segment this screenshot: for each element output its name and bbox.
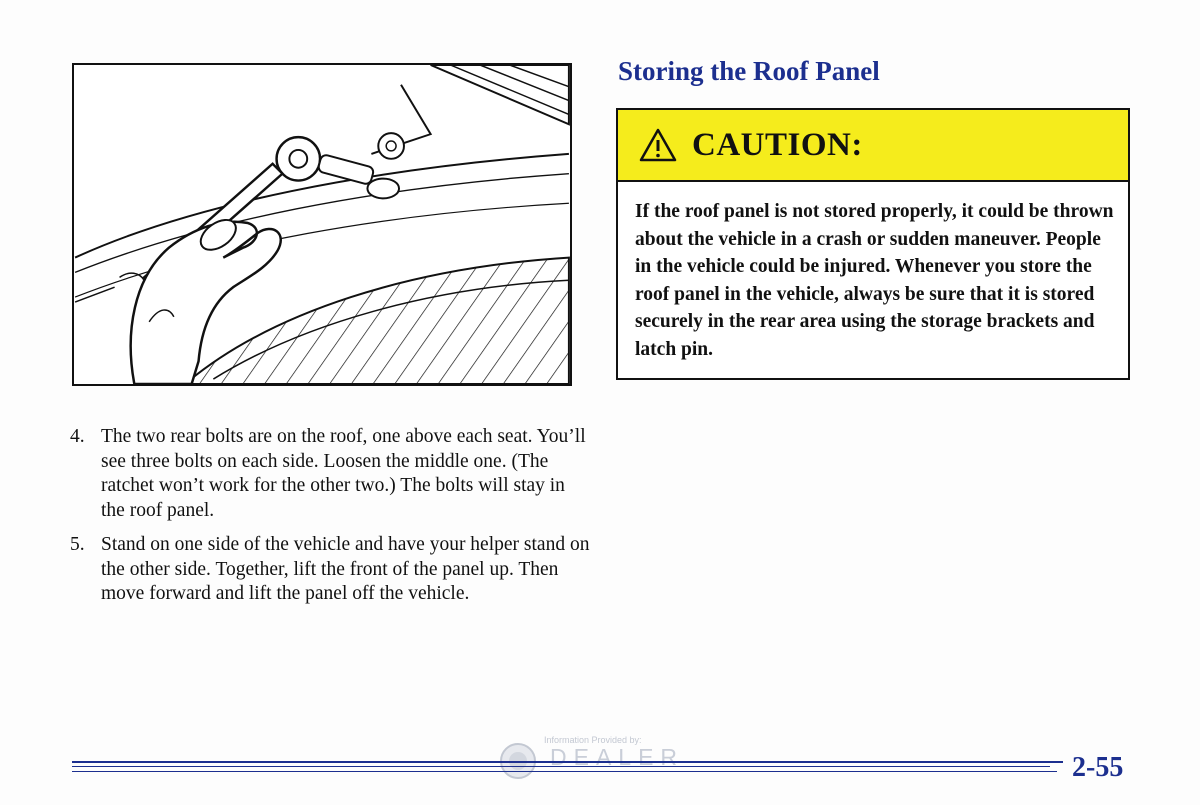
section-title: Storing the Roof Panel [618,56,880,86]
instruction-steps [70,425,590,617]
caution-header [618,110,1128,182]
ratchet-hand-illustration [74,65,570,384]
dealer-watermark [498,735,698,783]
caution-text: If the roof panel is not stored properly, it could be thrown about the vehicle in a crash or sudden maneuver. People in the vehicle could be injured. Whenever you store the roof panel in the vehicle, always be sure that it is stored securely in the rear area using the storage brackets and latch pin. [635,201,1114,360]
watermark-provided-text: Information Provided by: [544,735,642,745]
warning-triangle-icon [638,127,678,163]
step-text: Stand on one side of the vehicle and have your helper stand on the other side. Together, lift the front of the panel up. Then move forward and lift the panel off the vehicle. [101,534,590,604]
step-number: 4. [70,426,85,447]
caution-title: CAUTION: [692,126,863,163]
step-text: The two rear bolts are on the roof, one above each seat. You’ll see three bolts on each side. Loosen the middle one. (The ratchet won’t work for the other two.) The bolts will stay in the roof panel. [101,426,586,521]
step-item [70,425,590,523]
footer-rule [72,766,1050,767]
illustration-ratchet-roof-bolt [72,63,572,386]
page-number: 2-55 [1072,752,1124,783]
footer-rule [72,761,1063,763]
caution-box [616,108,1130,380]
watermark-brand: DEALER [550,744,685,770]
step-number: 5. [70,534,85,555]
step-item [70,533,590,607]
footer-rule [72,771,1057,772]
